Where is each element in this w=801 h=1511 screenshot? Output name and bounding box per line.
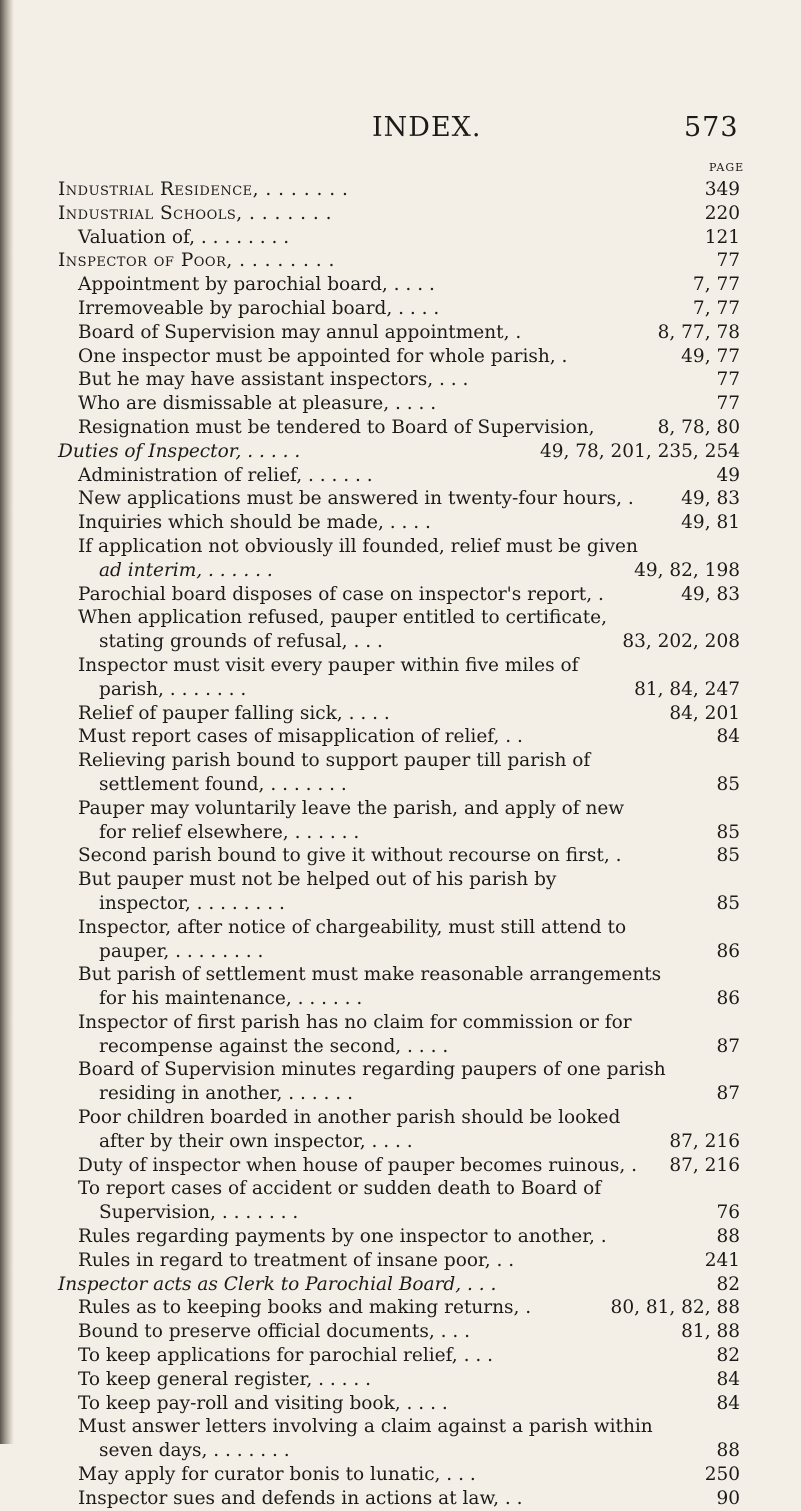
index-entry	[58, 1225, 740, 1249]
entry-page: 7, 77	[692, 274, 740, 296]
entry-text: seven days, . . . . . . .	[99, 1440, 290, 1462]
entry-text: But pauper must not be helped out of his parish by	[78, 869, 557, 891]
entry-page: 121	[704, 226, 740, 248]
entry-page: 80, 81, 82, 88	[610, 1297, 740, 1319]
entry-page: 84	[716, 1368, 740, 1390]
entry-page: 8, 78, 80	[657, 416, 740, 438]
entry-text: Second parish bound to give it without recourse on first, .	[78, 845, 622, 867]
entry-page: 88	[716, 1226, 740, 1248]
entry-text: May apply for curator bonis to lunatic, . . .	[78, 1464, 476, 1486]
index-entry	[58, 1487, 740, 1511]
index-entry	[58, 654, 740, 678]
entry-page: 85	[716, 773, 740, 795]
entry-page: 220	[704, 202, 740, 224]
entry-text: To keep applications for parochial relief, . . .	[78, 1345, 493, 1367]
entry-text: But parish of settlement must make reasonable arrangements	[78, 964, 662, 986]
entry-text: Inspector must visit every pauper within five miles of	[78, 654, 579, 676]
index-entry	[58, 868, 740, 892]
entry-text: When application refused, pauper entitled to certificate,	[78, 607, 607, 629]
index-entry	[58, 987, 740, 1011]
entry-text: Board of Supervision may annul appointment, .	[78, 321, 522, 343]
entry-text: If application not obviously ill founded, relief must be given	[78, 535, 638, 557]
index-entry	[58, 1344, 740, 1368]
entry-text: residing in another, . . . . . .	[99, 1083, 353, 1105]
index-entry	[58, 797, 740, 821]
entry-text: parish, . . . . . . .	[99, 678, 247, 700]
entry-text: Bound to preserve official documents, . . .	[78, 1321, 470, 1343]
entry-text: Irremoveable by parochial board, . . . .	[78, 297, 440, 319]
entry-text: Rules in regard to treatment of insane poor, . .	[78, 1249, 515, 1271]
entry-text: pauper, . . . . . . . .	[99, 940, 264, 962]
index-entry	[58, 202, 740, 226]
index-entry	[58, 1249, 740, 1273]
entry-text: for his maintenance, . . . . . .	[99, 988, 363, 1010]
index-entry	[58, 392, 740, 416]
index-entry	[58, 297, 740, 321]
index-entry	[58, 1439, 740, 1463]
entry-page: 90	[716, 1487, 740, 1509]
entry-text: Inquiries which should be made, . . . .	[78, 512, 431, 534]
index-entry	[58, 511, 740, 535]
entry-page: 84, 201	[669, 702, 740, 724]
entry-text: Inspector sues and defends in actions at law, . .	[78, 1487, 523, 1509]
entry-text: Appointment by parochial board, . . . .	[78, 274, 435, 296]
index-entry	[58, 416, 740, 440]
entry-text: Inspector of first parish has no claim for commission or for	[78, 1011, 632, 1033]
entry-page: 8, 77, 78	[657, 321, 740, 343]
entry-page: 250	[704, 1464, 740, 1486]
index-entry	[58, 249, 740, 273]
entry-text: settlement found, . . . . . . .	[99, 773, 347, 795]
index-entry	[58, 1011, 740, 1035]
index-entry	[58, 1368, 740, 1392]
index-entry	[58, 1082, 740, 1106]
entry-text: Inspector of Poor, . . . . . . . .	[58, 250, 335, 272]
entry-text: Must report cases of misapplication of relief, . .	[78, 726, 523, 748]
index-entry	[58, 1273, 740, 1297]
entry-page: 76	[716, 1202, 740, 1224]
entry-text: Relief of pauper falling sick, . . . .	[78, 702, 390, 724]
entry-text: To keep general register, . . . . .	[78, 1368, 372, 1390]
index-entry	[58, 1392, 740, 1416]
book-spine-shadow	[0, 0, 14, 1444]
entry-page: 49, 83	[681, 488, 740, 510]
entry-page: 83, 202, 208	[622, 631, 740, 653]
entry-text: Administration of relief, . . . . . .	[78, 464, 373, 486]
entry-text: But he may have assistant inspectors, . . .	[78, 369, 469, 391]
page-header	[0, 112, 801, 152]
entry-page: 49	[716, 464, 740, 486]
entry-text: Valuation of, . . . . . . . .	[78, 226, 290, 248]
entry-page: 77	[716, 250, 740, 272]
entry-text: Inspector, after notice of chargeability, must still attend to	[78, 916, 627, 938]
entry-text: Must answer letters involving a claim against a parish within	[78, 1416, 653, 1438]
entry-text: Poor children boarded in another parish should be looked	[78, 1107, 621, 1129]
entry-text: Supervision, . . . . . . .	[99, 1202, 299, 1224]
entry-text: Duty of inspector when house of pauper becomes ruinous, .	[78, 1154, 638, 1176]
index-entry	[58, 1201, 740, 1225]
index-entry	[58, 559, 740, 583]
entry-page: 85	[716, 892, 740, 914]
entry-page: 49, 81	[681, 512, 740, 534]
entry-page: 85	[716, 845, 740, 867]
entry-text: Duties of Inspector, . . . . .	[58, 440, 301, 462]
index-entry	[58, 1415, 740, 1439]
index-entry	[58, 963, 740, 987]
index-entry	[58, 1177, 740, 1201]
index-entry	[58, 535, 740, 559]
index-entry	[58, 773, 740, 797]
entry-page: 49, 83	[681, 583, 740, 605]
index-entry	[58, 821, 740, 845]
entry-page: 49, 77	[681, 345, 740, 367]
entry-text: Resignation must be tendered to Board of Supervision,	[78, 416, 595, 438]
index-entry	[58, 702, 740, 726]
index-entry	[58, 583, 740, 607]
entry-page: 82	[716, 1345, 740, 1367]
entry-page: 49, 78, 201, 235, 254	[539, 440, 740, 462]
index-entry	[58, 1058, 740, 1082]
entry-page: 82	[716, 1273, 740, 1295]
entry-page: 85	[716, 821, 740, 843]
entry-text: To report cases of accident or sudden death to Board of	[78, 1178, 602, 1200]
entry-text: recompense against the second, . . . .	[99, 1035, 449, 1057]
entry-page: 84	[716, 726, 740, 748]
index-entry	[58, 321, 740, 345]
page-column-label: PAGE	[709, 161, 745, 174]
index-entry	[58, 368, 740, 392]
entry-page: 87, 216	[669, 1130, 740, 1152]
index-entry	[58, 440, 740, 464]
index-entry	[58, 464, 740, 488]
entry-text: ad interim, . . . . . .	[99, 559, 273, 581]
entry-page: 241	[704, 1249, 740, 1271]
entry-page: 81, 88	[681, 1321, 740, 1343]
index-entry	[58, 749, 740, 773]
entry-text: Pauper may voluntarily leave the parish, and apply of new	[78, 797, 625, 819]
index-entry	[58, 1035, 740, 1059]
running-title: INDEX.	[372, 112, 482, 143]
entry-page: 88	[716, 1440, 740, 1462]
entry-text: Who are dismissable at pleasure, . . . .	[78, 393, 437, 415]
index-entry	[58, 345, 740, 369]
index-entries	[58, 178, 740, 1511]
entry-text: stating grounds of refusal, . . .	[99, 631, 383, 653]
entry-page: 81, 84, 247	[634, 678, 740, 700]
index-entry	[58, 1320, 740, 1344]
index-entry	[58, 678, 740, 702]
entry-page: 84	[716, 1392, 740, 1414]
index-entry	[58, 940, 740, 964]
index-entry	[58, 606, 740, 630]
entry-page: 7, 77	[692, 297, 740, 319]
entry-text: New applications must be answered in twenty-four hours, .	[78, 488, 634, 510]
entry-text: Industrial Schools, . . . . . . .	[58, 202, 332, 224]
entry-text: Rules regarding payments by one inspector to another, .	[78, 1226, 607, 1248]
entry-text: inspector, . . . . . . . .	[99, 892, 285, 914]
entry-text: for relief elsewhere, . . . . . .	[99, 821, 360, 843]
index-entry	[58, 178, 740, 202]
entry-text: Parochial board disposes of case on inspector's report, .	[78, 583, 604, 605]
index-entry	[58, 1106, 740, 1130]
entry-text: One inspector must be appointed for whole parish, .	[78, 345, 568, 367]
index-entry	[58, 1296, 740, 1320]
entry-page: 86	[716, 988, 740, 1010]
entry-text: after by their own inspector, . . . .	[99, 1130, 413, 1152]
index-entry	[58, 630, 740, 654]
entry-page: 49, 82, 198	[634, 559, 740, 581]
page-number: 573	[684, 112, 739, 143]
index-entry	[58, 273, 740, 297]
index-entry	[58, 725, 740, 749]
index-entry	[58, 892, 740, 916]
entry-page: 349	[704, 179, 740, 200]
index-entry	[58, 487, 740, 511]
index-entry	[58, 1130, 740, 1154]
entry-page: 77	[716, 393, 740, 415]
entry-page: 87	[716, 1083, 740, 1105]
index-entry	[58, 226, 740, 250]
entry-text: To keep pay-roll and visiting book, . . . .	[78, 1392, 448, 1414]
entry-text: Industrial Residence, . . . . . . .	[58, 179, 349, 200]
index-entry	[58, 1463, 740, 1487]
entry-page: 86	[716, 940, 740, 962]
index-entry	[58, 916, 740, 940]
entry-text: Board of Supervision minutes regarding paupers of one parish	[78, 1059, 666, 1081]
entry-page: 87	[716, 1035, 740, 1057]
entry-text: Rules as to keeping books and making returns, .	[78, 1297, 532, 1319]
entry-page: 87, 216	[669, 1154, 740, 1176]
index-entry	[58, 844, 740, 868]
entry-text: Inspector acts as Clerk to Parochial Board, . . .	[58, 1273, 497, 1295]
entry-page: 77	[716, 369, 740, 391]
index-entry	[58, 1154, 740, 1178]
entry-text: Relieving parish bound to support pauper till parish of	[78, 750, 591, 772]
